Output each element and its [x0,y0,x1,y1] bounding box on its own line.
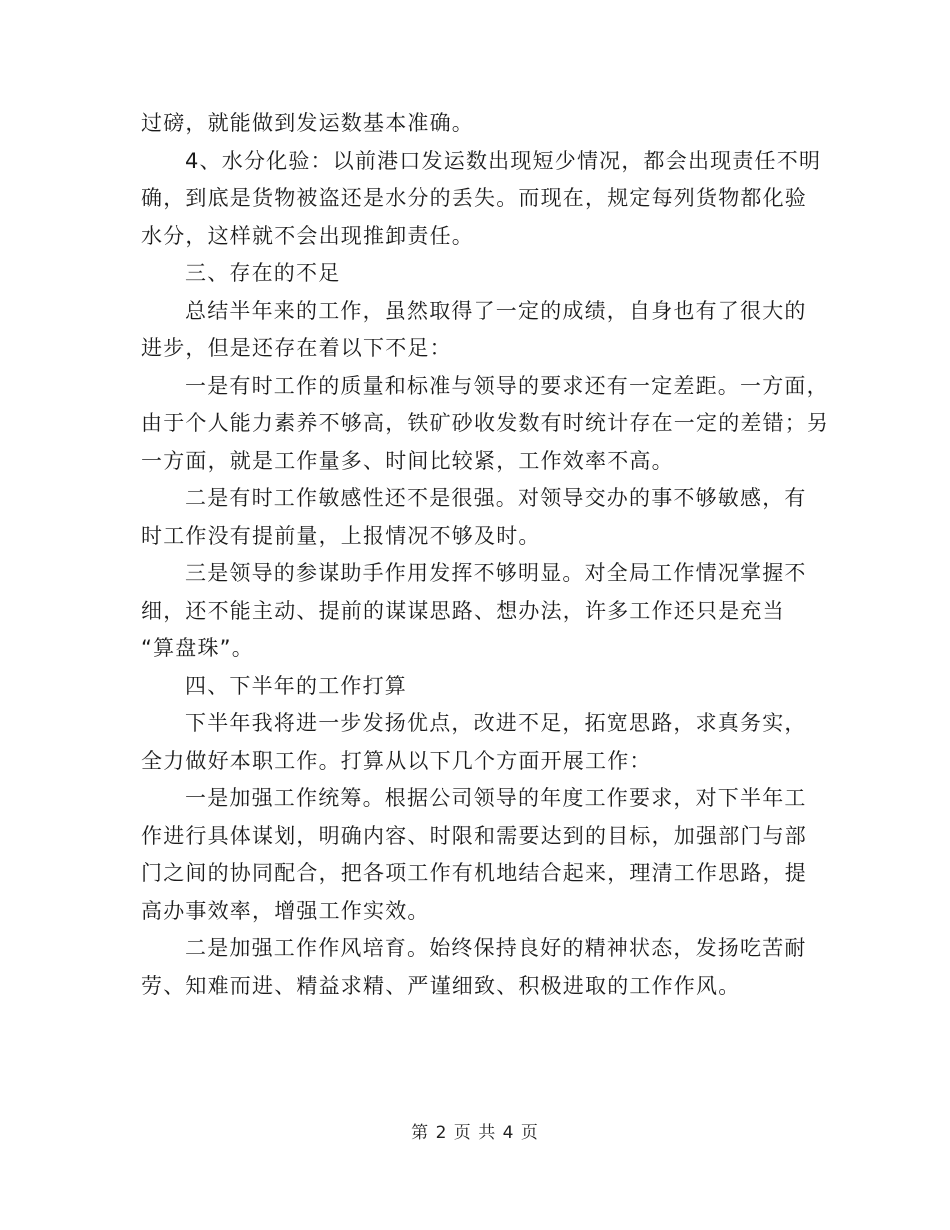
body-line: 一是有时工作的质量和标准与领导的要求还有一定差距。一方面， [185,373,829,398]
body-line: 水分，这样就不会出现推卸责任。 [141,223,474,248]
body-line: 由于个人能力素养不够高，铁矿砂收发数有时统计存在一定的差错；另 [141,411,830,435]
body-line: 作进行具体谋划，明确内容、时限和需要达到的目标，加强部门与部 [141,823,807,848]
page-number-footer: 第 2 页 共 4 页 [411,1123,539,1143]
body-line: “算盘珠”。 [141,636,254,660]
body-line: 过磅，就能做到发运数基本准确。 [141,111,474,135]
body-line: 总结半年来的工作，虽然取得了一定的成绩，自身也有了很大的 [185,298,807,323]
section-heading: 四、下半年的工作打算 [185,673,407,698]
document-body [141,105,830,1005]
section-heading: 三、存在的不足 [185,261,341,285]
body-line: 二是加强工作作风培育。始终保持良好的精神状态，发扬吃苦耐 [185,936,807,960]
body-line: 时工作没有提前量，上报情况不够及时。 [141,523,541,548]
body-line: 一是加强工作统筹。根据公司领导的年度工作要求，对下半年工 [185,786,807,810]
body-line: 二是有时工作敏感性还不是很强。对领导交办的事不够敏感，有 [185,486,807,510]
body-line: 高办事效率，增强工作实效。 [141,898,430,923]
body-line: 全力做好本职工作。打算从以下几个方面开展工作： [141,748,652,773]
body-line: 进步，但是还存在着以下不足： [141,336,452,360]
body-line: 三是领导的参谋助手作用发挥不够明显。对全局工作情况掌握不 [185,561,807,585]
body-line: 下半年我将进一步发扬优点，改进不足，拓宽思路，求真务实， [185,711,807,735]
body-line: 劳、知难而进、精益求精、严谨细致、积极进取的工作作风。 [141,973,741,998]
body-line: 确，到底是货物被盗还是水分的丢失。而现在，规定每列货物都化验 [141,186,807,210]
body-line: 4、水分化验：以前港口发运数出现短少情况，都会出现责任不明 [185,148,822,173]
body-line: 细，还不能主动、提前的谋谋思路、想办法，许多工作还只是充当 [141,598,785,623]
body-line: 一方面，就是工作量多、时间比较紧，工作效率不高。 [141,448,674,473]
body-line: 门之间的协同配合，把各项工作有机地结合起来，理清工作思路，提 [141,861,807,885]
